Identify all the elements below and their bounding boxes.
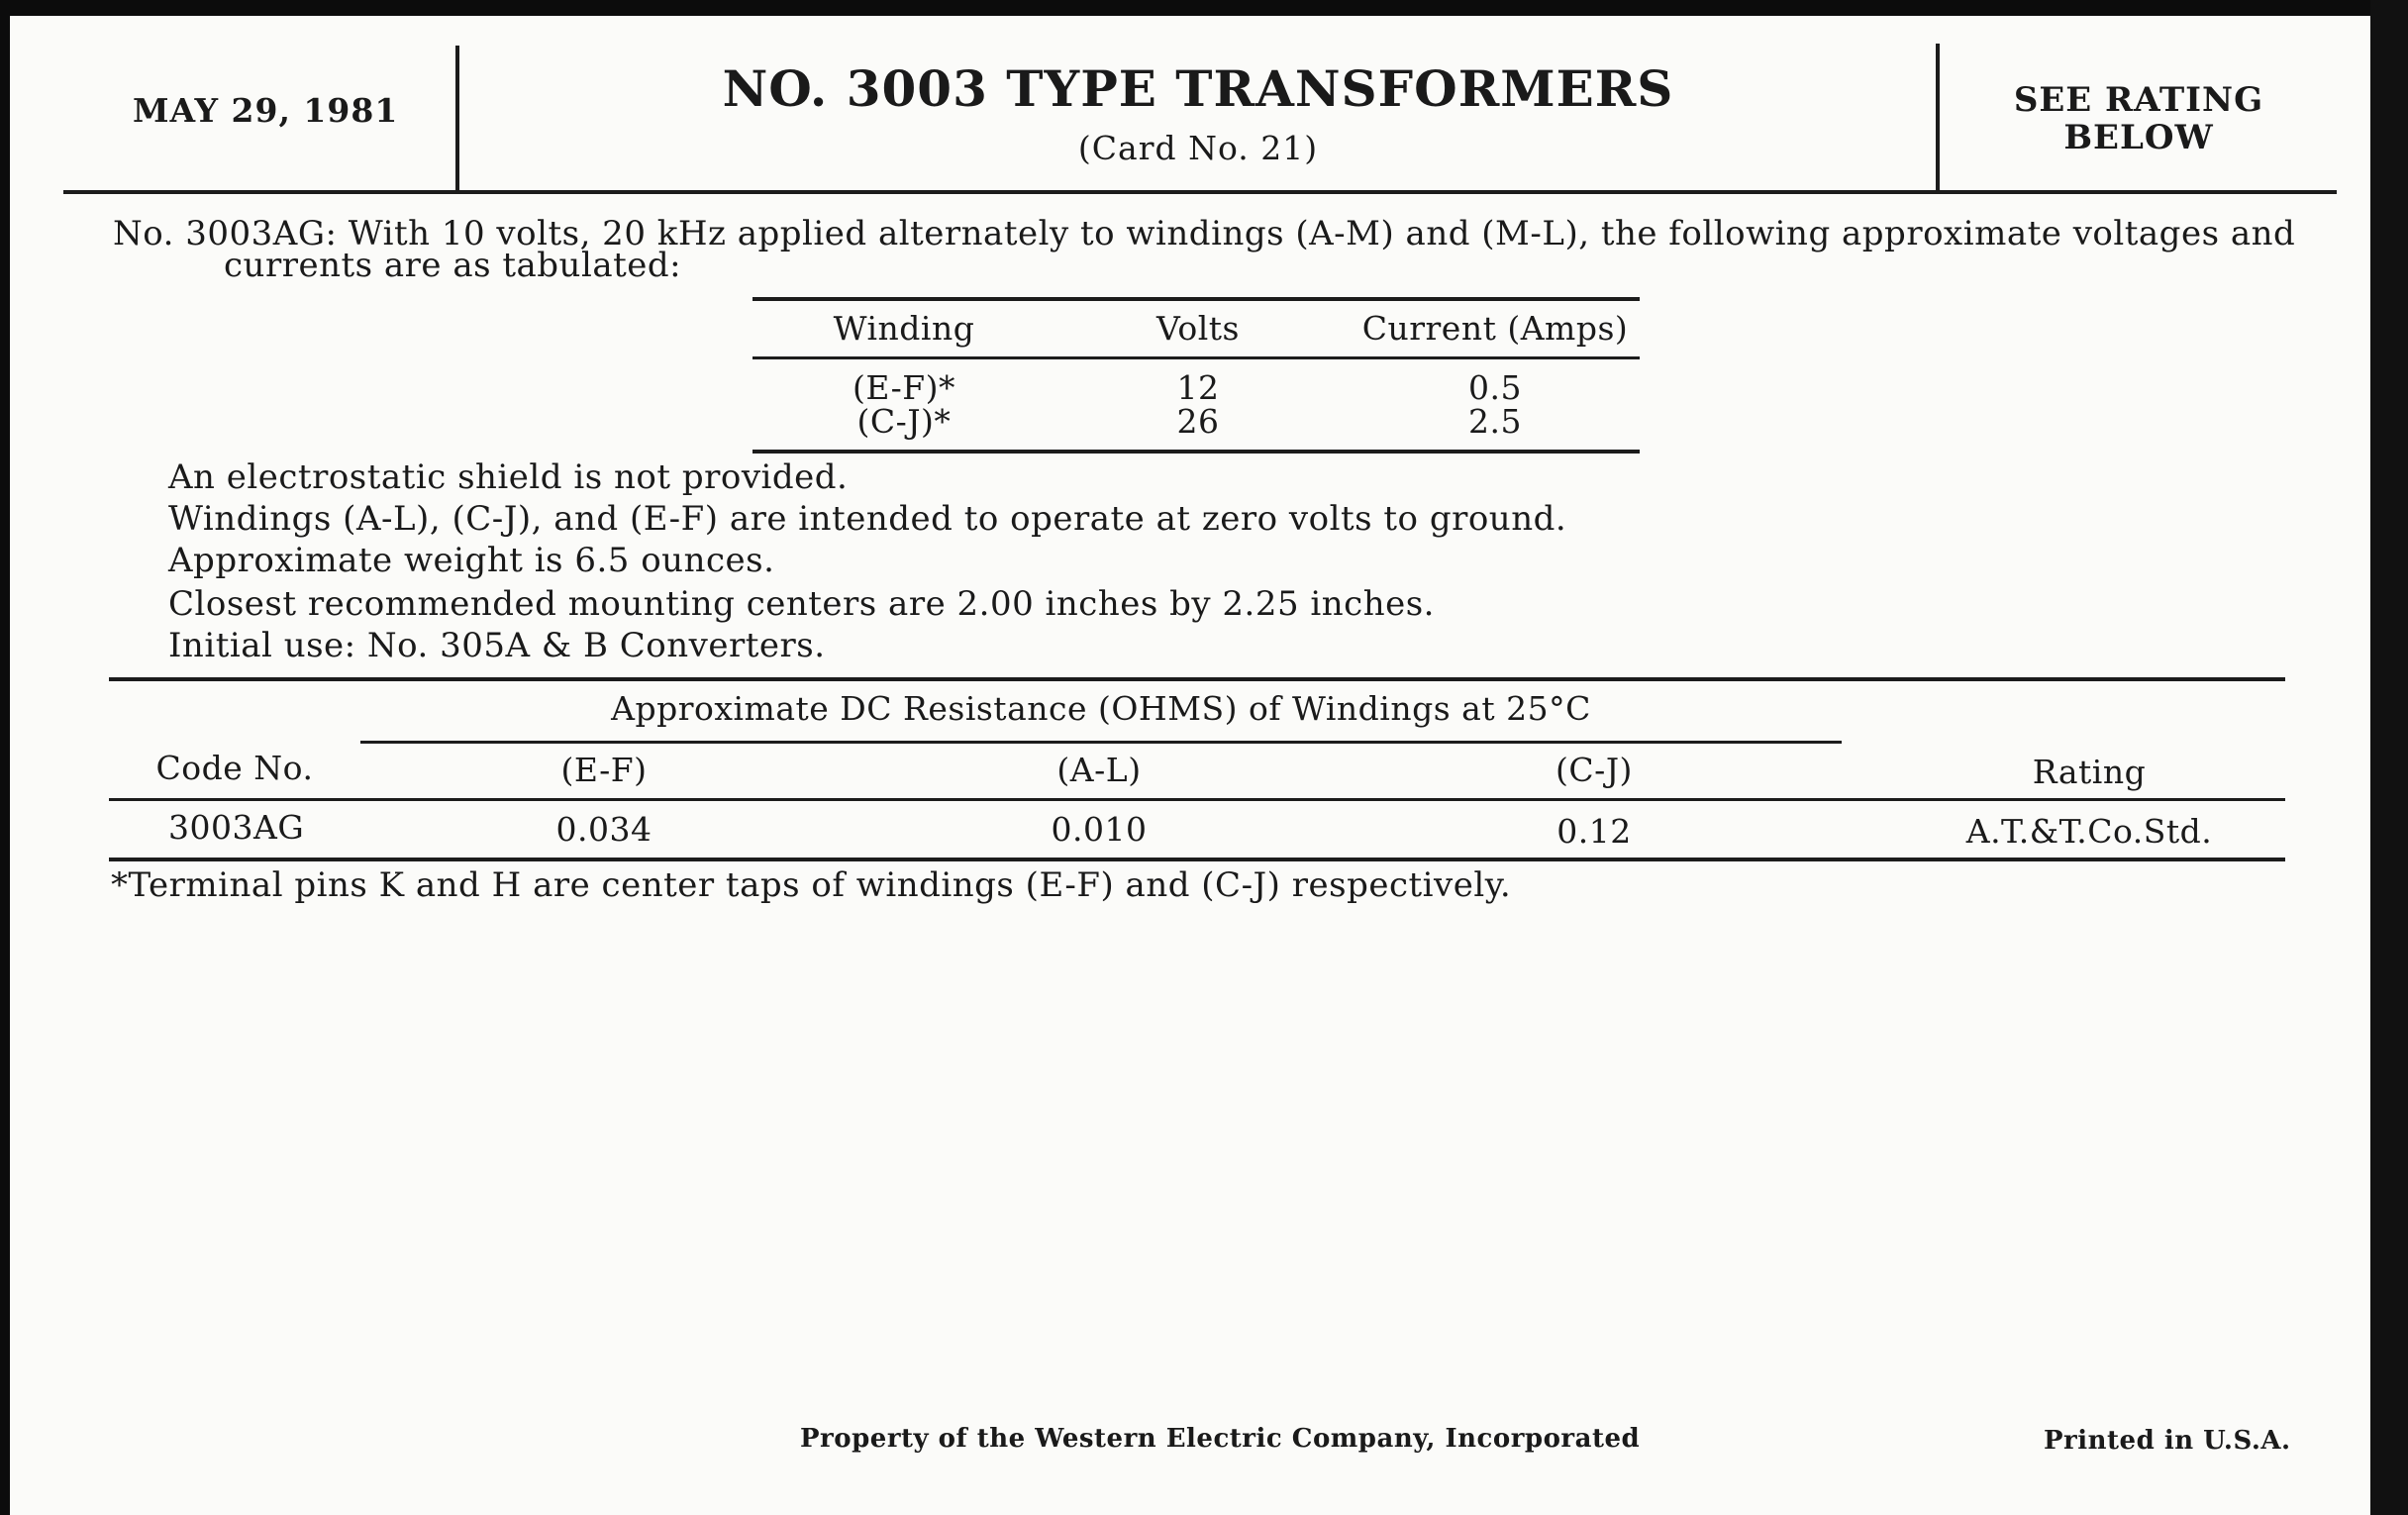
cj-header: (C-J)	[1555, 751, 1633, 789]
winding-table-bottom-rule	[752, 450, 1640, 454]
code-no-header: Code No.	[155, 749, 314, 787]
table-row-rating: A.T.&T.Co.Std.	[1965, 812, 2213, 851]
rating-line-2: BELOW	[2063, 118, 2214, 157]
al-header: (A-L)	[1056, 751, 1142, 789]
intro-line-2: currents are as tabulated:	[224, 246, 682, 285]
table-row-volts: 12	[1176, 368, 1220, 407]
table-row-code: 3003AG	[168, 808, 305, 847]
see-rating-note	[1956, 81, 2322, 156]
ef-header: (E-F)	[560, 751, 648, 789]
card-number: (Card No. 21)	[1077, 129, 1319, 167]
card-title: NO. 3003 TYPE TRANSFORMERS	[722, 59, 1674, 118]
table-row-winding: (C-J)*	[856, 402, 952, 441]
rating-header: Rating	[2032, 753, 2147, 791]
table-row-al: 0.010	[1051, 810, 1148, 849]
footnote: *Terminal pins K and H are center taps of windings (E-F) and (C-J) respectively.	[111, 865, 1512, 905]
header-bottom-rule	[63, 190, 2337, 194]
note-windings: Windings (A-L), (C-J), and (E-F) are intended to operate at zero volts to ground.	[168, 499, 1567, 539]
header-divider-left	[455, 46, 459, 190]
intro-line-1: No. 3003AG: With 10 volts, 20 kHz applied alternately to windings (A-M) and (M-L), the following approximate voltages and	[113, 214, 2296, 253]
table-row-current: 2.5	[1468, 402, 1522, 441]
property-notice: Property of the Western Electric Company, Incorporated	[800, 1424, 1641, 1454]
note-shield: An electrostatic shield is not provided.	[168, 457, 849, 497]
card-date: MAY 29, 1981	[133, 91, 399, 130]
note-mounting: Closest recommended mounting centers are 2.00 inches by 2.25 inches.	[168, 584, 1435, 624]
note-weight: Approximate weight is 6.5 ounces.	[168, 541, 775, 580]
table-row-ef: 0.034	[555, 810, 652, 849]
table-row-cj: 0.12	[1556, 812, 1632, 851]
resistance-table-bottom-rule	[109, 858, 2285, 861]
scan-edge	[2370, 0, 2408, 1515]
resistance-group-header: Approximate DC Resistance (OHMS) of Windings at 25°C	[611, 689, 1591, 728]
resistance-table-top-rule	[109, 677, 2285, 681]
winding-header: Winding	[833, 309, 975, 348]
current-header: Current (Amps)	[1361, 309, 1629, 348]
winding-table-header-rule	[752, 356, 1640, 359]
winding-table-top-rule	[752, 297, 1640, 301]
table-row-winding: (E-F)*	[853, 368, 955, 407]
table-row-volts: 26	[1176, 402, 1220, 441]
resistance-table-header-rule	[109, 798, 2285, 801]
header-divider-right	[1936, 44, 1940, 194]
printed-notice: Printed in U.S.A.	[2044, 1426, 2291, 1456]
table-row-current: 0.5	[1468, 368, 1522, 407]
volts-header: Volts	[1156, 309, 1240, 348]
resistance-group-rule	[360, 741, 1842, 744]
rating-line-1: SEE RATING	[2013, 80, 2264, 120]
note-initial-use: Initial use: No. 305A & B Converters.	[168, 626, 826, 665]
